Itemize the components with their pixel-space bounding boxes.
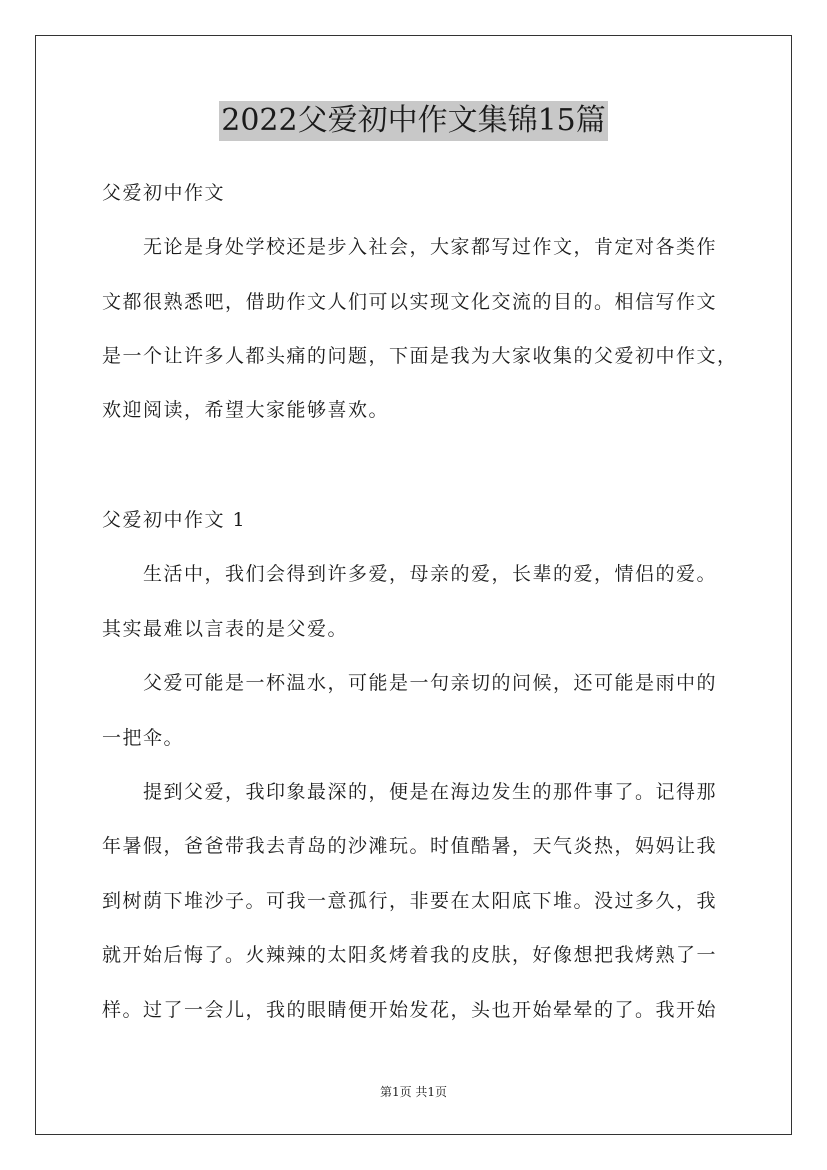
paragraph-line: 一把伞。 bbox=[102, 727, 185, 749]
paragraph-line: 父爱可能是一杯温水，可能是一句亲切的问候，还可能是雨中的 bbox=[143, 672, 718, 694]
section-heading: 父爱初中作文 bbox=[102, 182, 226, 204]
paragraph-line: 到树荫下堆沙子。可我一意孤行，非要在太阳底下堆。没过多久，我 bbox=[102, 890, 718, 912]
paragraph-line: 提到父爱，我印象最深的，便是在海边发生的那件事了。记得那 bbox=[143, 781, 718, 803]
document-title: 2022父爱初中作文集锦15篇 bbox=[219, 101, 608, 141]
intro-line: 欢迎阅读，希望大家能够喜欢。 bbox=[102, 399, 390, 421]
paragraph-line: 样。过了一会儿，我的眼睛便开始发花，头也开始晕晕的了。我开始 bbox=[102, 999, 718, 1021]
page-number: 第1页 共1页 bbox=[379, 1085, 448, 1099]
paragraph-line: 其实最难以言表的是父爱。 bbox=[102, 618, 349, 640]
essay-heading: 父爱初中作文 1 bbox=[102, 509, 247, 531]
intro-line: 是一个让许多人都头痛的问题，下面是我为大家收集的父爱初中作文， bbox=[102, 345, 738, 367]
intro-line: 无论是身处学校还是步入社会，大家都写过作文，肯定对各类作 bbox=[143, 236, 718, 258]
intro-line: 文都很熟悉吧，借助作文人们可以实现文化交流的目的。相信写作文 bbox=[102, 291, 718, 313]
paragraph-line: 年暑假，爸爸带我去青岛的沙滩玩。时值酷暑，天气炎热，妈妈让我 bbox=[102, 835, 718, 857]
paragraph-line: 生活中，我们会得到许多爱，母亲的爱，长辈的爱，情侣的爱。 bbox=[143, 563, 718, 585]
title-container bbox=[0, 101, 827, 141]
paragraph-line: 就开始后悔了。火辣辣的太阳炙烤着我的皮肤，好像想把我烤熟了一 bbox=[102, 944, 718, 966]
